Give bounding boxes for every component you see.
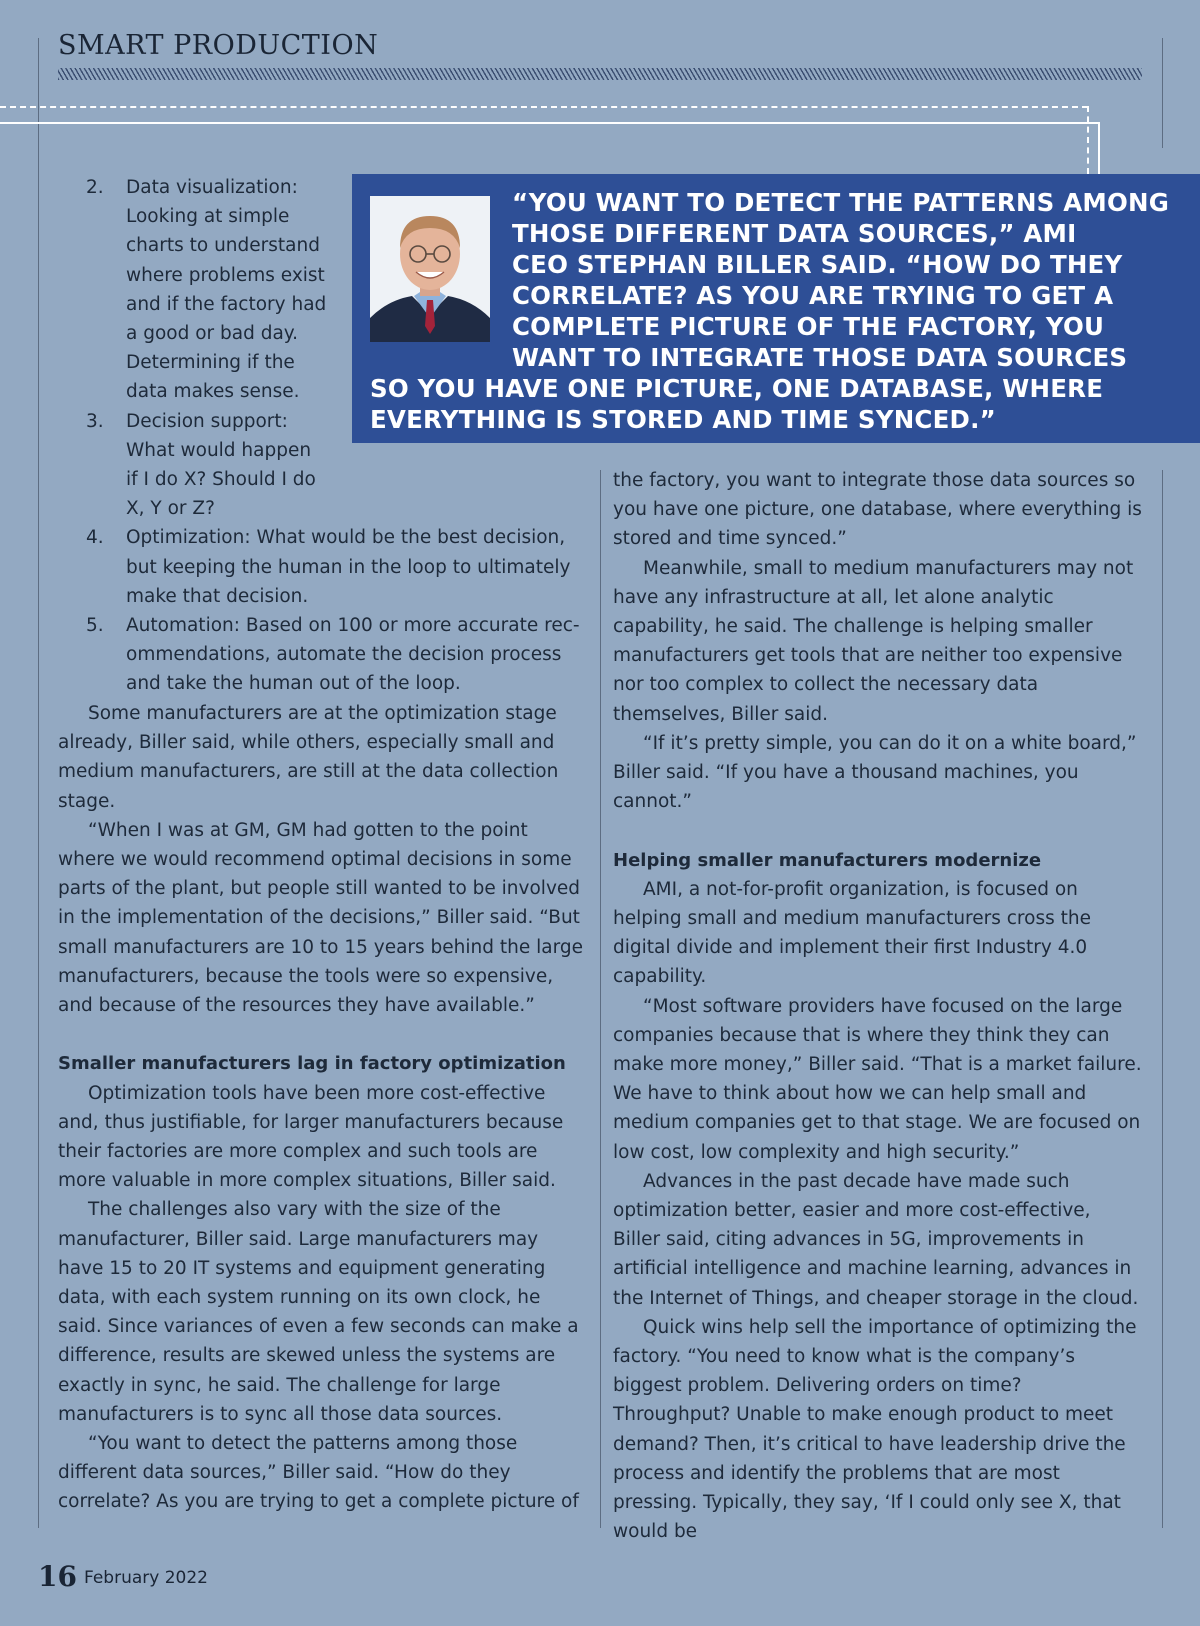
list-item: 4. Optimization: What would be the best decision, but keeping the human in the loop to ultimately make that decision. (86, 523, 586, 611)
paragraph: Some manufacturers are at the optimization stage already, Biller said, while others, especially small and medium manufacturers, are still at the data collection stage. (58, 703, 559, 812)
pull-quote-text-continued: SO YOU HAVE ONE PICTURE, ONE DATABASE, WHERE EVERYTHING IS STORED AND TIME SYNCED.” (370, 374, 1104, 434)
paragraph: Meanwhile, small to medium manufacturers may not have any infrastructure at all, let alone analytic capability, he said. The challenge is helping smaller manufacturers get tools that are neither too expensive nor too complex to collect the necessary data themselves, Biller said. (613, 557, 1134, 725)
list-item: 5. Automation: Based on 100 or more accurate rec- ommendations, automate the decision process and take the human out of the loop. (86, 611, 586, 699)
subheading: Helping smaller manufacturers modernize (613, 849, 1042, 871)
section-title: SMART PRODUCTION (58, 30, 379, 61)
dashed-rule-vertical (1087, 106, 1089, 174)
white-rule (0, 122, 1100, 124)
right-column (613, 466, 1143, 1547)
list-item: 2. Data visualization: Looking at simple charts to understand where problems exist and if the factory had a good or bad day. Determining if the data makes sense. (86, 173, 376, 407)
portrait-photo (370, 196, 490, 342)
pull-quote-box (352, 174, 1200, 443)
list-number: 3. (86, 410, 104, 432)
paragraph: AMI, a not-for-profit organization, is focused on helping small and medium manufacturers cross the digital divide and implement their first Industry 4.0 capability. (613, 878, 1091, 988)
column-divider (600, 470, 601, 1528)
dashed-rule (0, 106, 1088, 108)
right-margin-rule-lower (1162, 470, 1163, 1528)
list-number: 4. (86, 527, 104, 549)
paragraph: “If it’s pretty simple, you can do it on a white board,” Biller said. “If you have a thousand machines, you cannot.” (613, 732, 1137, 813)
page-number: 16 (38, 1560, 77, 1593)
list-number: 5. (86, 615, 104, 637)
paragraph: “You want to detect the patterns among those different data sources,” Biller said. “How do they correlate? As you are trying to get a complete picture of (58, 1433, 579, 1513)
paragraph: The challenges also vary with the size of the manufacturer, Biller said. Large manufacturers may have 15 to 20 IT systems and equipment generating data, with each system running on its own clock, he said. Since variances of even a few seconds can make a difference, results are skewed unless the systems are exactly in sync, he said. The challenge for large manufacturers is to sync all those data sources. (58, 1199, 579, 1425)
left-margin-rule (38, 38, 39, 1528)
left-column (58, 699, 588, 1517)
list-item: 3. Decision support: What would happen if I do X? Should I do X, Y or Z? (86, 407, 376, 524)
paragraph: Quick wins help sell the importance of optimizing the factory. “You need to know what is the company’s biggest problem. Delivering orders on time? Throughput? Unable to make enough product to meet demand? Then, it’s critical to have leadership drive the process and identify the problems that are most pressing. Typically, they say, ‘If I could only see X, that would be (613, 1316, 1137, 1543)
white-rule-vertical (1098, 122, 1100, 174)
paragraph: the factory, you want to integrate those data sources so you have one picture, one database, where everything is stored and time synced.” (613, 470, 1142, 550)
paragraph: “Most software providers have focused on the large companies because that is where they think they can make more money,” Biller said. “That is a market failure. We have to think about how we can help small and medium companies get to that stage. We are focused on low cost, low complexity and high security.” (613, 995, 1142, 1163)
paragraph: “When I was at GM, GM had gotten to the point where we would recommend optimal decisions in some parts of the plant, but people still wanted to be involved in the implementation of the decisions,” Biller said. “But small manufacturers are 10 to 15 years behind the large manufacturers, because the tools were so expensive, and because of the resources they have available.” (58, 819, 584, 1017)
header-hatch-rule (58, 68, 1142, 80)
paragraph: Advances in the past decade have made such optimization better, easier and more cost-effective, Biller said, citing advances in 5G, improvements in artificial intelligence and machine learning, advances in the Internet of Things, and cheaper storage in the cloud. (613, 1170, 1139, 1309)
paragraph: Optimization tools have been more cost-effective and, thus justifiable, for larger manufacturers because their factories are more complex and such tools are more valuable in more complex situations, Biller said. (58, 1082, 564, 1192)
right-margin-rule (1162, 38, 1163, 148)
issue-date: February 2022 (84, 1568, 208, 1588)
pull-quote-text: “YOU WANT TO DETECT THE PATTERNS AMONG THOSE DIFFERENT DATA SOURCES,” AMI CEO STEPHAN BILLER SAID. “HOW DO THEY CORRELATE? AS YOU ARE TRYING TO GET A COMPLETE PICTURE OF THE FACTORY, YOU WANT TO INTEGRATE THOSE DATA SOURCES (512, 188, 1170, 372)
person-portrait-icon (370, 196, 490, 342)
list-number: 2. (86, 177, 104, 198)
subheading: Smaller manufacturers lag in factory optimization (58, 1053, 566, 1075)
